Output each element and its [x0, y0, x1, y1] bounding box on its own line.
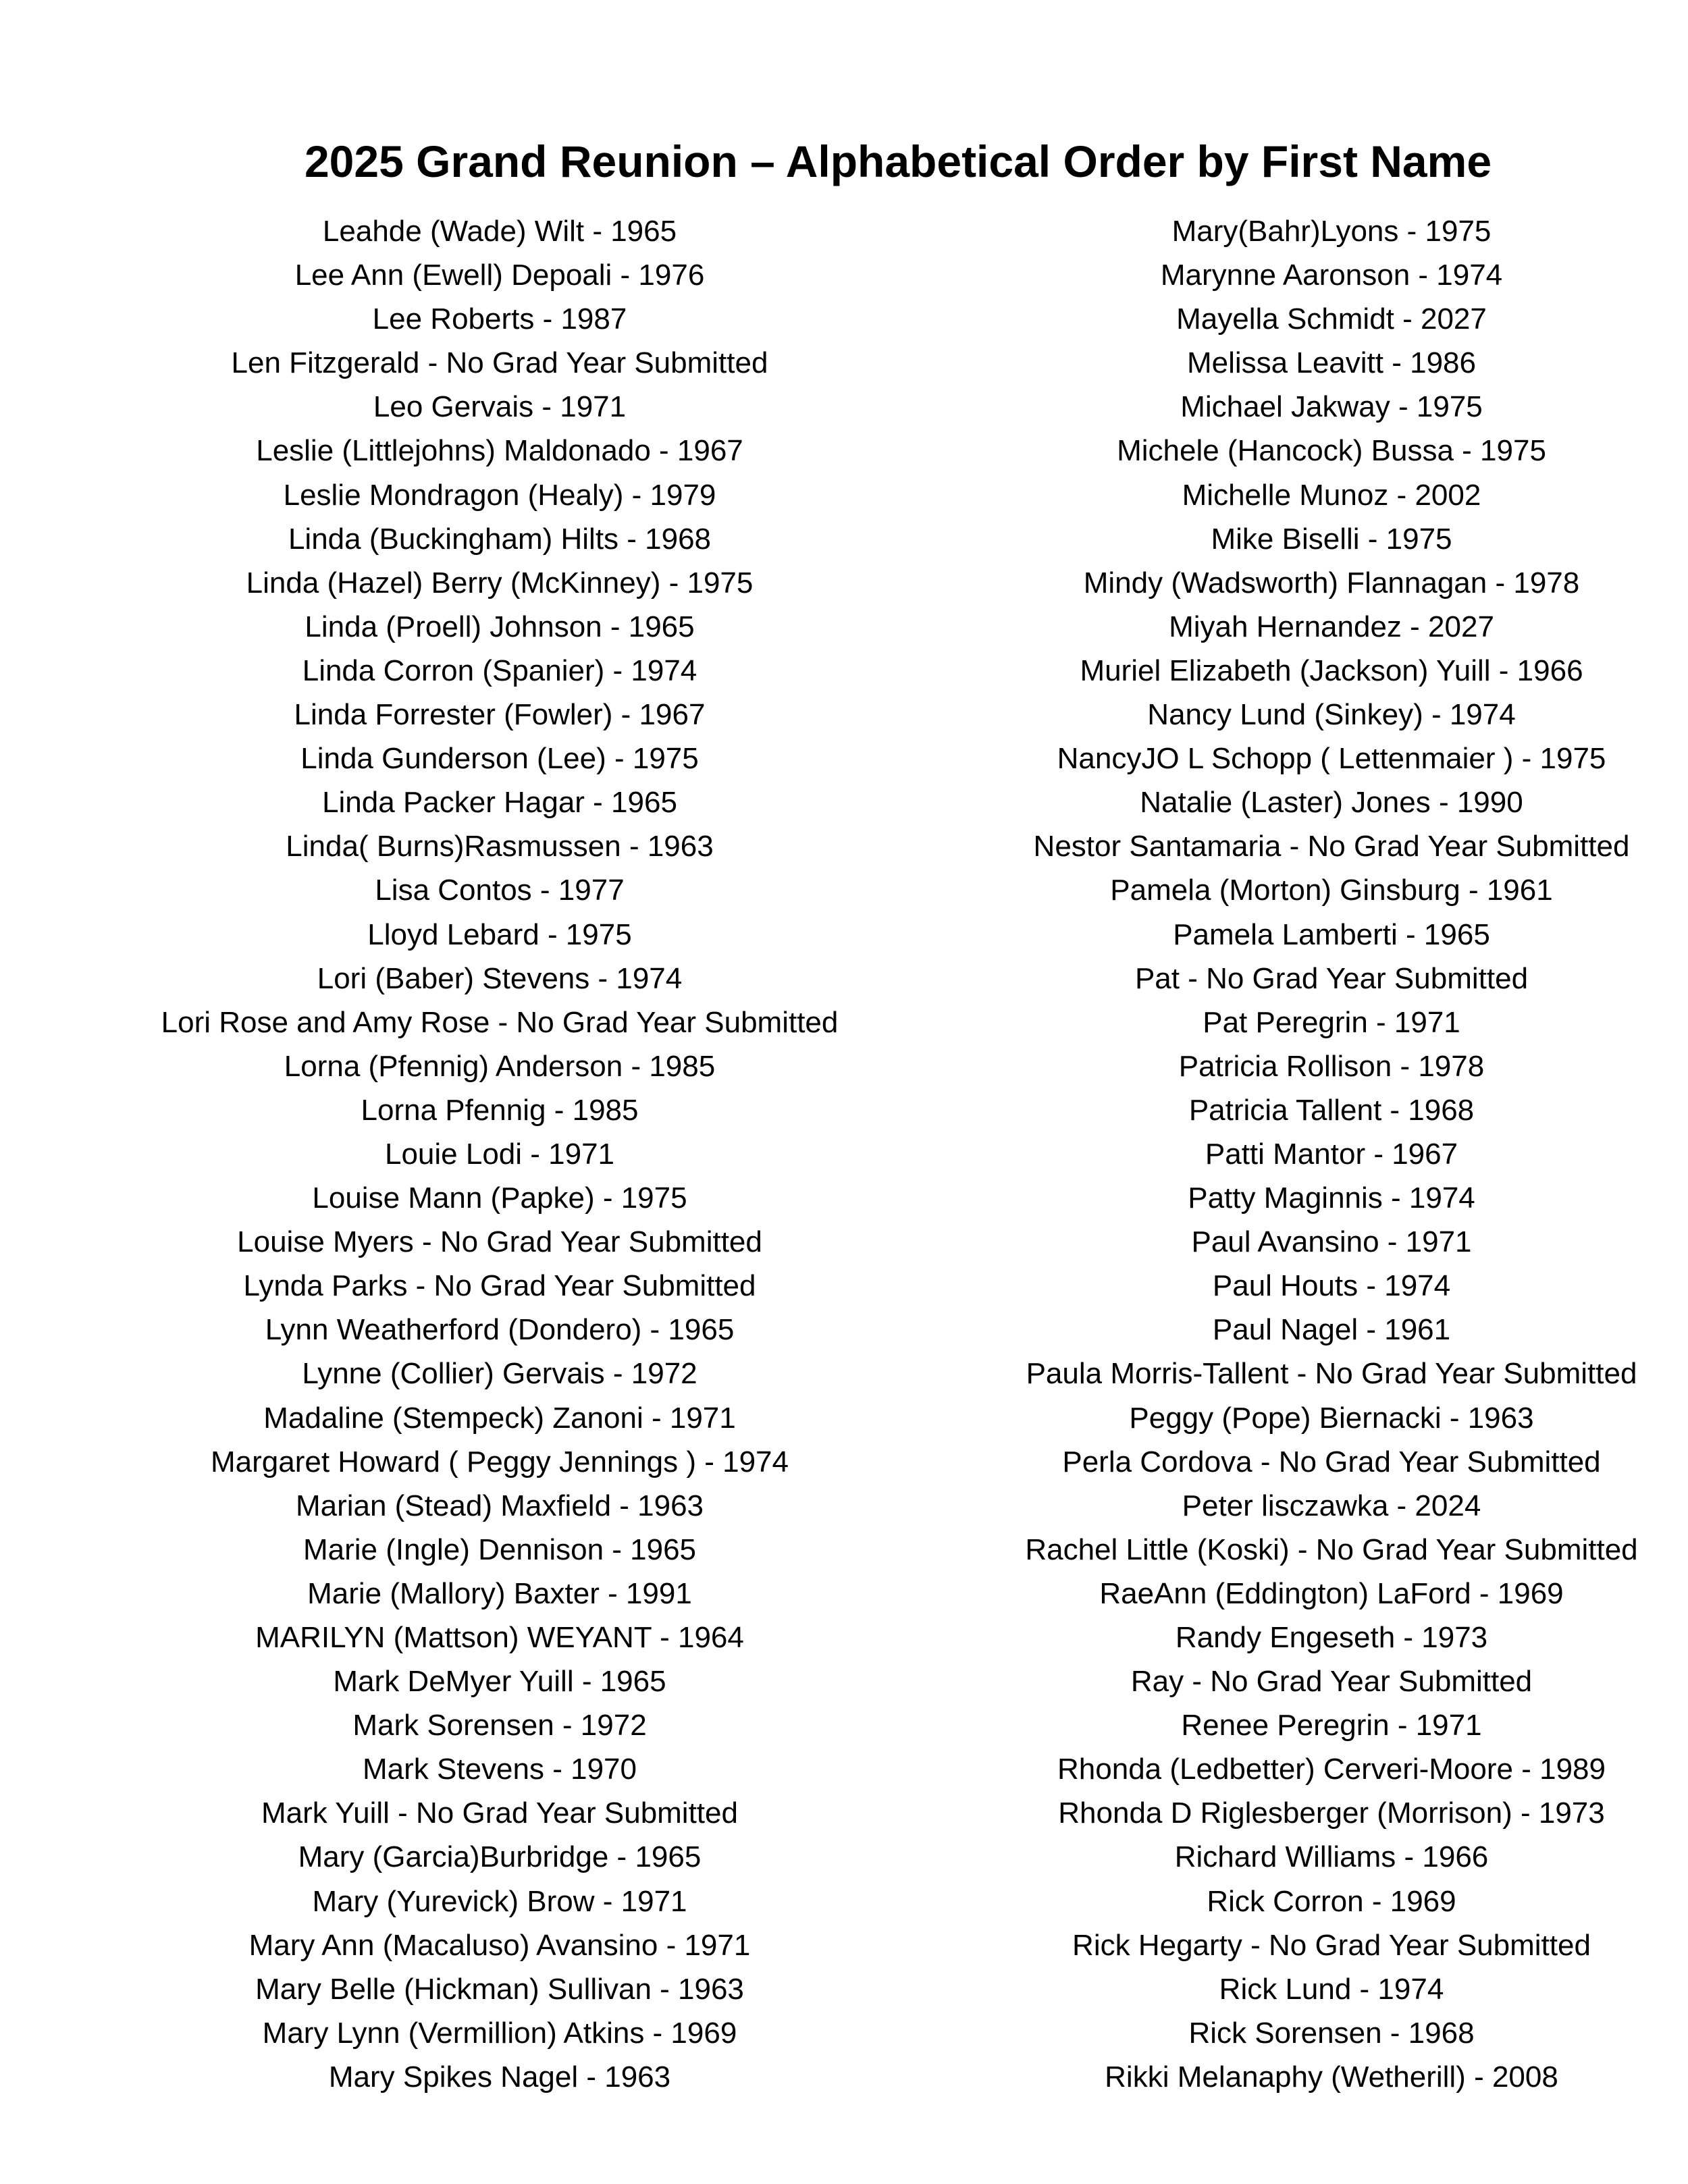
attendee-entry: Lynne (Collier) Gervais - 1972	[302, 1357, 697, 1391]
attendee-entry: Lori Rose and Amy Rose - No Grad Year Submitted	[161, 1005, 839, 1039]
attendee-entry: Linda Gunderson (Lee) - 1975	[300, 742, 699, 776]
attendee-entry: Linda (Buckingham) Hilts - 1968	[288, 522, 712, 556]
attendee-entry: Paul Avansino - 1971	[1191, 1225, 1472, 1259]
attendee-entry: Natalie (Laster) Jones - 1990	[1140, 786, 1523, 820]
attendee-entry: Mike Biselli - 1975	[1211, 522, 1452, 556]
attendee-entry: Leo Gervais - 1971	[373, 390, 627, 424]
attendee-entry: Mayella Schmidt - 2027	[1176, 302, 1487, 336]
page-title: 2025 Grand Reunion – Alphabetical Order by First Name	[304, 136, 1492, 187]
attendee-entry: Randy Engeseth - 1973	[1175, 1621, 1488, 1654]
attendee-entry: Lloyd Lebard - 1975	[367, 917, 632, 951]
attendee-entry: Linda Corron (Spanier) - 1974	[302, 654, 697, 687]
attendee-entry: Lee Ann (Ewell) Depoali - 1976	[294, 259, 705, 292]
attendee-entry: Mary(Bahr)Lyons - 1975	[1171, 215, 1492, 248]
attendee-entry: Rhonda D Riglesberger (Morrison) - 1973	[1058, 1796, 1605, 1830]
attendee-entry: Rikki Melanaphy (Wetherill) - 2008	[1105, 2060, 1558, 2094]
attendee-entry: Michelle Munoz - 2002	[1182, 478, 1481, 512]
attendee-entry: Mary (Garcia)Burbridge - 1965	[298, 1840, 702, 1874]
attendee-entry: Madaline (Stempeck) Zanoni - 1971	[263, 1401, 736, 1435]
attendee-entry: Mary Lynn (Vermillion) Atkins - 1969	[262, 2016, 737, 2050]
attendee-entry: Rhonda (Ledbetter) Cerveri-Moore - 1989	[1057, 1753, 1606, 1786]
attendee-entry: Leahde (Wade) Wilt - 1965	[322, 215, 677, 248]
attendee-entry: Nancy Lund (Sinkey) - 1974	[1147, 698, 1516, 732]
attendee-entry: Mary Belle (Hickman) Sullivan - 1963	[255, 1972, 744, 2006]
attendee-entry: Margaret Howard ( Peggy Jennings ) - 1974	[211, 1445, 789, 1479]
attendee-entry: Ray - No Grad Year Submitted	[1130, 1665, 1533, 1699]
attendee-entry: Marie (Mallory) Baxter - 1991	[307, 1576, 692, 1610]
attendee-entry: Mary (Yurevick) Brow - 1971	[312, 1884, 687, 1918]
attendee-entry: Rick Sorensen - 1968	[1188, 2016, 1475, 2050]
attendee-entry: Patti Mantor - 1967	[1205, 1137, 1458, 1171]
attendee-entry: MARILYN (Mattson) WEYANT - 1964	[255, 1621, 744, 1654]
attendee-entry: Marian (Stead) Maxfield - 1963	[295, 1489, 704, 1522]
attendee-entry: Mark Yuill - No Grad Year Submitted	[261, 1796, 738, 1830]
attendee-entry: Leslie (Littlejohns) Maldonado - 1967	[256, 434, 743, 468]
attendee-entry: Nestor Santamaria - No Grad Year Submitted	[1033, 830, 1630, 863]
attendee-entry: Lorna (Pfennig) Anderson - 1985	[284, 1049, 716, 1083]
attendee-entry: Lynda Parks - No Grad Year Submitted	[243, 1269, 756, 1303]
attendee-entry: Michele (Hancock) Bussa - 1975	[1117, 434, 1546, 468]
attendee-entry: Rick Hegarty - No Grad Year Submitted	[1072, 1928, 1591, 1962]
attendee-entry: Linda Forrester (Fowler) - 1967	[294, 698, 706, 732]
attendee-entry: Mark Stevens - 1970	[363, 1753, 637, 1786]
attendee-entry: Louie Lodi - 1971	[384, 1137, 615, 1171]
attendee-entry: Len Fitzgerald - No Grad Year Submitted	[231, 346, 768, 380]
attendee-entry: Lee Roberts - 1987	[372, 302, 627, 336]
attendee-entry: Linda Packer Hagar - 1965	[322, 786, 677, 820]
attendee-entry: Richard Williams - 1966	[1174, 1840, 1489, 1874]
attendee-entry: Paula Morris-Tallent - No Grad Year Submitted	[1026, 1357, 1637, 1391]
attendee-entry: Mindy (Wadsworth) Flannagan - 1978	[1083, 566, 1580, 600]
attendee-entry: Lisa Contos - 1977	[375, 874, 625, 907]
attendee-entry: Pat Peregrin - 1971	[1203, 1005, 1460, 1039]
attendee-entry: Louise Mann (Papke) - 1975	[312, 1181, 687, 1215]
attendee-entry: Melissa Leavitt - 1986	[1187, 346, 1476, 380]
right-name-column	[953, 209, 1688, 2099]
attendee-entry: Rick Lund - 1974	[1219, 1972, 1444, 2006]
attendee-entry: Marynne Aaronson - 1974	[1160, 259, 1503, 292]
attendee-entry: Leslie Mondragon (Healy) - 1979	[283, 478, 716, 512]
attendee-entry: Louise Myers - No Grad Year Submitted	[237, 1225, 762, 1259]
attendee-entry: Renee Peregrin - 1971	[1181, 1709, 1482, 1742]
attendee-entry: Muriel Elizabeth (Jackson) Yuill - 1966	[1080, 654, 1583, 687]
attendee-entry: NancyJO L Schopp ( Lettenmaier ) - 1975	[1057, 742, 1606, 776]
left-name-column	[122, 209, 878, 2099]
attendee-entry: Paul Nagel - 1961	[1212, 1313, 1451, 1347]
attendee-entry: Mary Ann (Macaluso) Avansino - 1971	[248, 1928, 751, 1962]
attendee-entry: Pamela (Morton) Ginsburg - 1961	[1110, 874, 1553, 907]
attendee-entry: Linda( Burns)Rasmussen - 1963	[286, 830, 714, 863]
attendee-entry: Linda (Hazel) Berry (McKinney) - 1975	[246, 566, 754, 600]
attendee-entry: Linda (Proell) Johnson - 1965	[305, 610, 695, 643]
attendee-entry: RaeAnn (Eddington) LaFord - 1969	[1099, 1576, 1564, 1610]
attendee-entry: Rachel Little (Koski) - No Grad Year Submitted	[1025, 1533, 1638, 1566]
attendee-entry: Perla Cordova - No Grad Year Submitted	[1062, 1445, 1601, 1479]
attendee-entry: Pamela Lamberti - 1965	[1173, 917, 1490, 951]
attendee-entry: Michael Jakway - 1975	[1180, 390, 1483, 424]
attendee-entry: Mark DeMyer Yuill - 1965	[333, 1665, 666, 1699]
attendee-entry: Pat - No Grad Year Submitted	[1134, 961, 1529, 995]
attendee-entry: Peter lisczawka - 2024	[1182, 1489, 1481, 1522]
attendee-entry: Rick Corron - 1969	[1207, 1884, 1456, 1918]
attendee-entry: Paul Houts - 1974	[1212, 1269, 1451, 1303]
attendee-entry: Lori (Baber) Stevens - 1974	[317, 961, 683, 995]
attendee-entry: Lynn Weatherford (Dondero) - 1965	[265, 1313, 735, 1347]
attendee-entry: Mary Spikes Nagel - 1963	[328, 2060, 671, 2094]
attendee-entry: Patricia Rollison - 1978	[1178, 1049, 1485, 1083]
attendee-entry: Peggy (Pope) Biernacki - 1963	[1129, 1401, 1534, 1435]
attendee-entry: Miyah Hernandez - 2027	[1169, 610, 1494, 643]
attendee-entry: Patty Maginnis - 1974	[1188, 1181, 1475, 1215]
attendee-entry: Marie (Ingle) Dennison - 1965	[302, 1533, 697, 1566]
attendee-entry: Patricia Tallent - 1968	[1188, 1093, 1475, 1127]
attendee-entry: Lorna Pfennig - 1985	[361, 1093, 639, 1127]
attendee-entry: Mark Sorensen - 1972	[352, 1709, 647, 1742]
